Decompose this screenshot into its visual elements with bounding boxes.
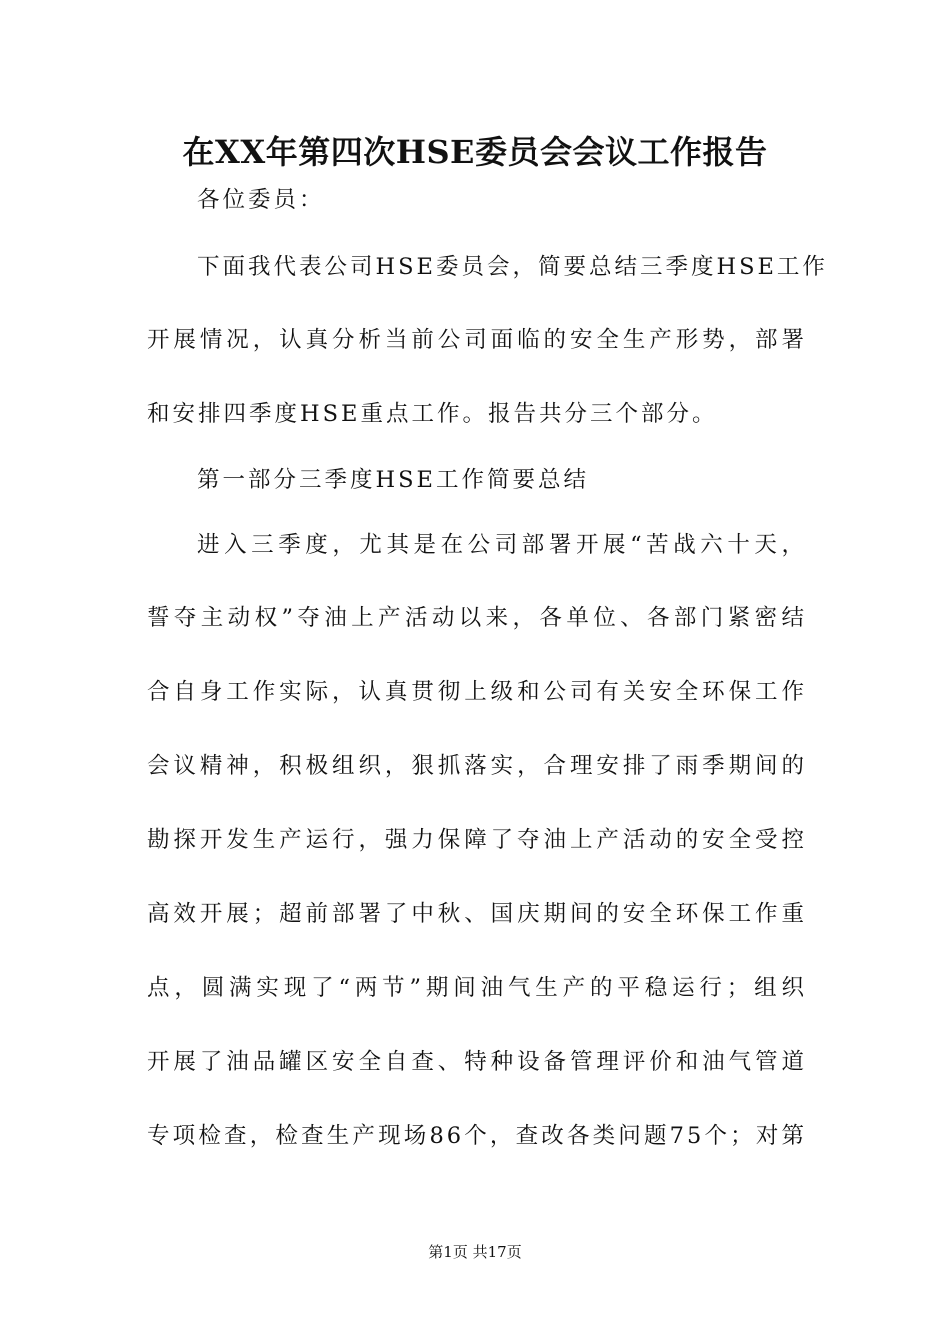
- document-title: 在XX年第四次HSE委员会会议工作报告: [182, 133, 768, 171]
- body-line: 和安排四季度HSE重点工作。报告共分三个部分。: [147, 401, 718, 427]
- body-line: 开展了油品罐区安全自查、特种设备管理评价和油气管道: [147, 1049, 807, 1075]
- body-line: 誓夺主动权”夺油上产活动以来，各单位、各部门紧密结: [147, 605, 807, 631]
- body-line: 点，圆满实现了“两节”期间油气生产的平稳运行；组织: [147, 975, 807, 1001]
- body-line: 开展情况，认真分析当前公司面临的安全生产形势，部署: [147, 327, 807, 353]
- body-line: 高效开展；超前部署了中秋、国庆期间的安全环保工作重: [147, 901, 807, 927]
- body-line: 进入三季度，尤其是在公司部署开展“苦战六十天，: [197, 532, 807, 558]
- section-heading: 第一部分三季度HSE工作简要总结: [197, 467, 589, 493]
- body-line: 合自身工作实际，认真贯彻上级和公司有关安全环保工作: [147, 679, 807, 705]
- body-line: 专项检查，检查生产现场86个，查改各类问题75个；对第: [147, 1123, 807, 1149]
- body-line: 下面我代表公司HSE委员会，简要总结三季度HSE工作: [197, 254, 828, 280]
- body-line: 勘探开发生产运行，强力保障了夺油上产活动的安全受控: [147, 827, 807, 853]
- salutation-line: 各位委员：: [197, 187, 325, 213]
- page-number-footer: 第1页 共17页: [428, 1243, 522, 1261]
- body-line: 会议精神，积极组织，狠抓落实，合理安排了雨季期间的: [147, 753, 807, 779]
